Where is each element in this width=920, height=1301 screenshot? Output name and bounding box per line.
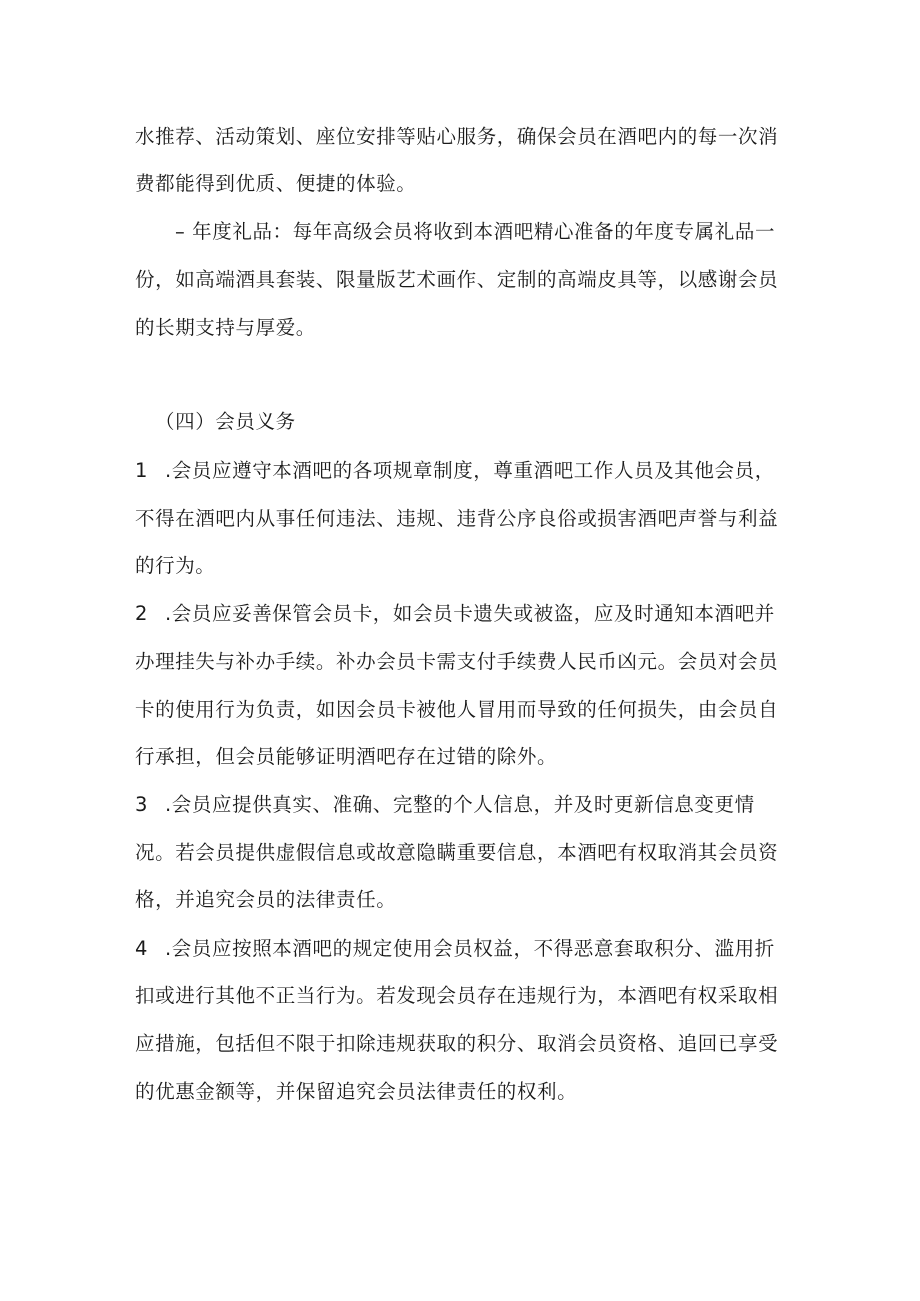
obligation-text: .会员应遵守本酒吧的各项规章制度，尊重酒吧工作人员及其他会员，: [165, 459, 775, 482]
section-heading: （四）会员义务: [155, 410, 296, 433]
paragraph-line: 水推荐、活动策划、座位安排等贴心服务，确保会员在酒吧内的每一次消: [135, 125, 779, 148]
obligation-line: 不得在酒吧内从事任何违法、违规、违背公序良俗或损害酒吧声誉与利益: [135, 507, 779, 530]
obligation-text: .会员应妥善保管会员卡，如会员卡遗失或被盗，应及时通知本酒吧并: [165, 602, 775, 625]
obligation-text: .会员应按照本酒吧的规定使用会员权益，不得恶意套取积分、滥用折: [165, 937, 775, 960]
obligation-item-3: [135, 792, 755, 818]
obligation-line: 应措施，包括但不限于扣除违规获取的积分、取消会员资格、追回已享受: [135, 1032, 779, 1055]
paragraph-line: 费都能得到优质、便捷的体验。: [135, 172, 417, 195]
obligation-text: .会员应提供真实、准确、完整的个人信息，并及时更新信息变更情: [165, 793, 755, 816]
annual-gift-line: 的长期支持与厚爱。: [135, 316, 316, 339]
obligation-number: 1: [135, 459, 149, 482]
obligation-line: 行承担，但会员能够证明酒吧存在过错的除外。: [135, 745, 558, 768]
obligation-item-1: [135, 458, 775, 484]
obligation-number: 4: [135, 937, 149, 960]
obligation-number: 2: [135, 602, 149, 625]
obligation-item-2: [135, 601, 775, 627]
obligation-line: 的优惠金额等，并保留追究会员法律责任的权利。: [135, 1080, 578, 1103]
annual-gift-line: 份，如高端酒具套装、限量版艺术画作、定制的高端皮具等，以感谢会员: [135, 268, 779, 291]
obligation-line: 扣或进行其他不正当行为。若发现会员存在违规行为，本酒吧有权采取相: [135, 984, 779, 1007]
obligation-line: 办理挂失与补办手续。补办会员卡需支付手续费人民币凶元。会员对会员: [135, 650, 779, 673]
obligation-line: 卡的使用行为负责，如因会员卡被他人冒用而导致的任何损失，由会员自: [135, 698, 779, 721]
annual-gift-line: – 年度礼品：每年高级会员将收到本酒吧精心准备的年度专属礼品一: [175, 220, 776, 243]
obligation-line: 格，并追究会员的法律责任。: [135, 888, 397, 911]
obligation-item-4: [135, 936, 775, 962]
obligation-number: 3: [135, 793, 149, 816]
obligation-line: 的行为。: [135, 554, 216, 577]
obligation-line: 况。若会员提供虚假信息或故意隐瞒重要信息，本酒吧有权取消其会员资: [135, 841, 779, 864]
